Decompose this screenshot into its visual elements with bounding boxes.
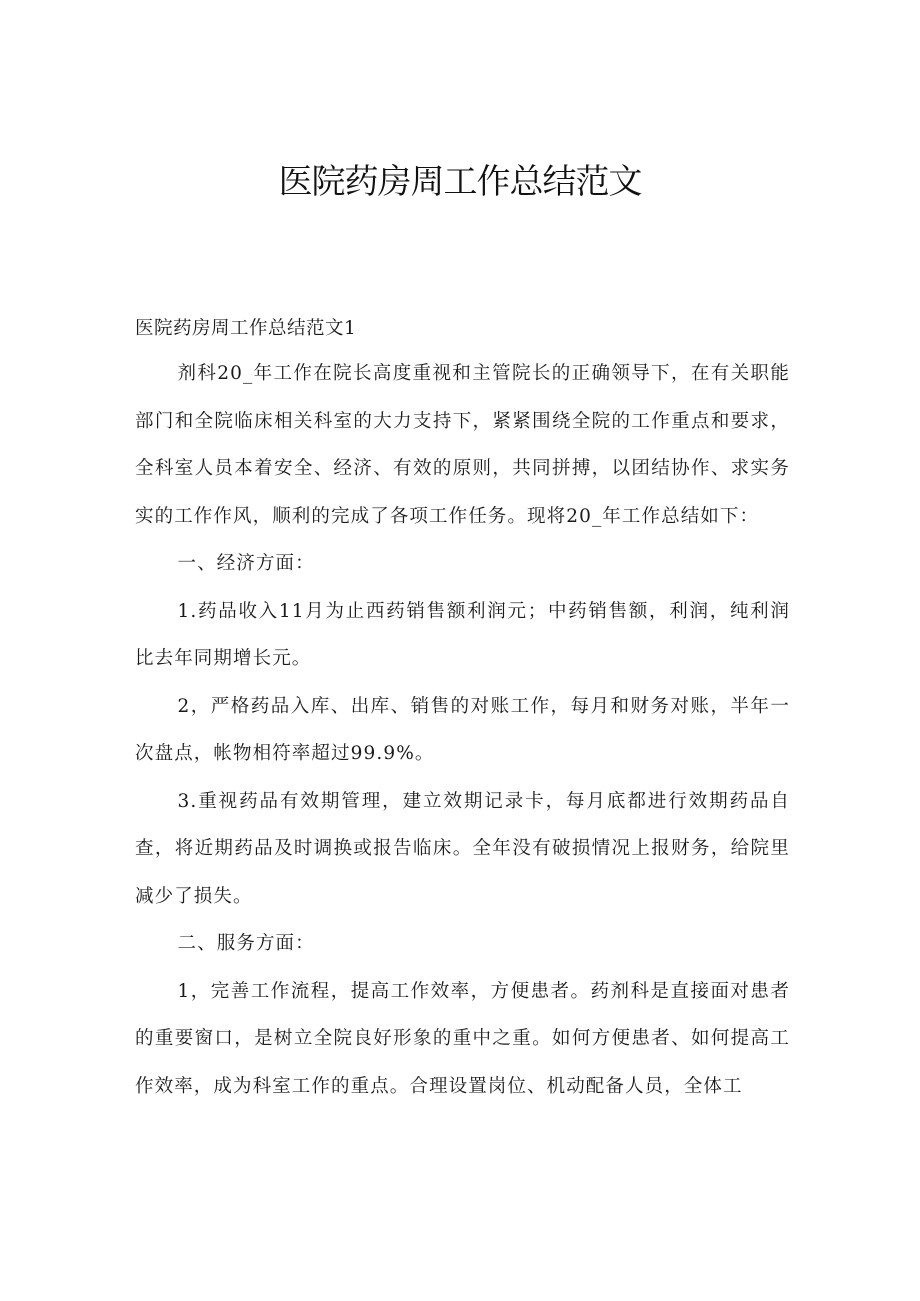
document-title: 医院药房周工作总结范文 — [278, 162, 642, 202]
section-heading-service: 二、服务方面： — [177, 933, 315, 954]
document-body — [135, 308, 790, 1110]
economy-item-1: 1.药品收入11月为止西药销售额利润元；中药销售额，利润，纯利润比去年同期增长元。 — [135, 600, 790, 669]
section-heading-economy: 一、经济方面： — [177, 553, 315, 574]
intro-paragraph: 剂科20_年工作在院长高度重视和主管院长的正确领导下，在有关职能部门和全院临床相关科室的大力支持下，紧紧围绕全院的工作重点和要求，全科室人员本着安全、经济、有效的原则，共同拼搏，以团结协作、求实务实的工作作风，顺利的完成了各项工作任务。现将20_年工作总结如下： — [135, 363, 790, 527]
economy-item-2: 2，严格药品入库、出库、销售的对账工作，每月和财务对账，半年一次盘点，帐物相符率超过99.9%。 — [135, 695, 790, 764]
economy-item-3: 3.重视药品有效期管理，建立效期记录卡，每月底都进行效期药品自查，将近期药品及时调换或报告临床。全年没有破损情况上报财务，给院里减少了损失。 — [135, 790, 790, 907]
service-item-1: 1，完善工作流程，提高工作效率，方便患者。药剂科是直接面对患者的重要窗口，是树立全院良好形象的重中之重。如何方便患者、如何提高工作效率，成为科室工作的重点。合理设置岗位、机动配备人员，全体工 — [135, 980, 790, 1097]
section-subtitle: 医院药房周工作总结范文1 — [135, 318, 357, 339]
